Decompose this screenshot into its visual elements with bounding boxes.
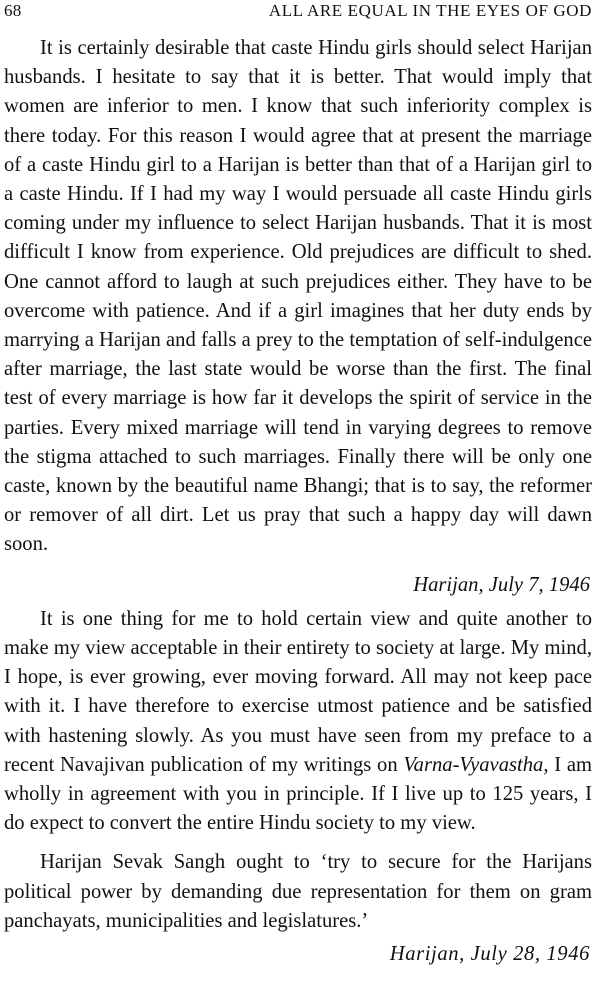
paragraph-1: It is certainly desirable that caste Hindu girls should select Harijan husbands. I hesitate to say that it is better. That would imply that women are inferior to men. I know that such inferiority complex is there today. For this reason I would agree that at present the marriage of a caste Hindu girl to a Harijan is better than that of a Harijan girl to a caste Hindu. If I had my way I would persuade all caste Hindu girls coming under my influence to select Harijan husbands. That it is most difficult I know from experience. Old prejudices are difficult to shed. One cannot afford to laugh at such prejudices either. They have to be overcome with patience. And if a girl imagines that her duty ends by marrying a Harijan and falls a prey to the temptation of self-indulgence after marriage, the last state would be worse than the first. The final test of every marriage is how far it develops the spirit of service in the parties. Every mixed marriage will tend in varying degrees to remove the stigma attached to such marriages. Finally there will be only one caste, known by the beautiful name Bhangi; that is to say, the reformer or remover of all dirt. Let us pray that such a happy day will dawn soon.	[4, 37, 592, 556]
paragraph-2-text-b: I am wholly in agreement with you in principle. If I live up to 125 years, I do expect to convert the entire Hindu society to my view.	[4, 753, 592, 835]
citation-2: Harijan, July 28, 1946	[389, 943, 590, 966]
citation-1: Harijan, July 7, 1946	[413, 573, 590, 596]
page-number: 68	[4, 1, 22, 20]
paragraph-2-text-a: It is one thing for me to hold certain view and quite another to make my view acceptable in their entirety to society at large. My mind, I hope, is ever growing, ever moving forward. All may not keep pace with it. I have therefore to exercise utmost patience and be satisfied with hastening slowly. As you must have seen from my preface to a recent Navajivan publication of my writings on	[4, 607, 592, 776]
paragraph-2	[4, 605, 592, 839]
paragraph-3: Harijan Sevak Sangh ought to ‘try to secure for the Harijans political power by demanding due representation for them on gram panchayats, municipalities and legislatures.’	[4, 851, 592, 932]
running-title: ALL ARE EQUAL IN THE EYES OF GOD	[268, 1, 592, 20]
running-header	[4, 0, 592, 21]
paragraph-2-italic-title: Varna-Vyavastha,	[403, 753, 549, 776]
